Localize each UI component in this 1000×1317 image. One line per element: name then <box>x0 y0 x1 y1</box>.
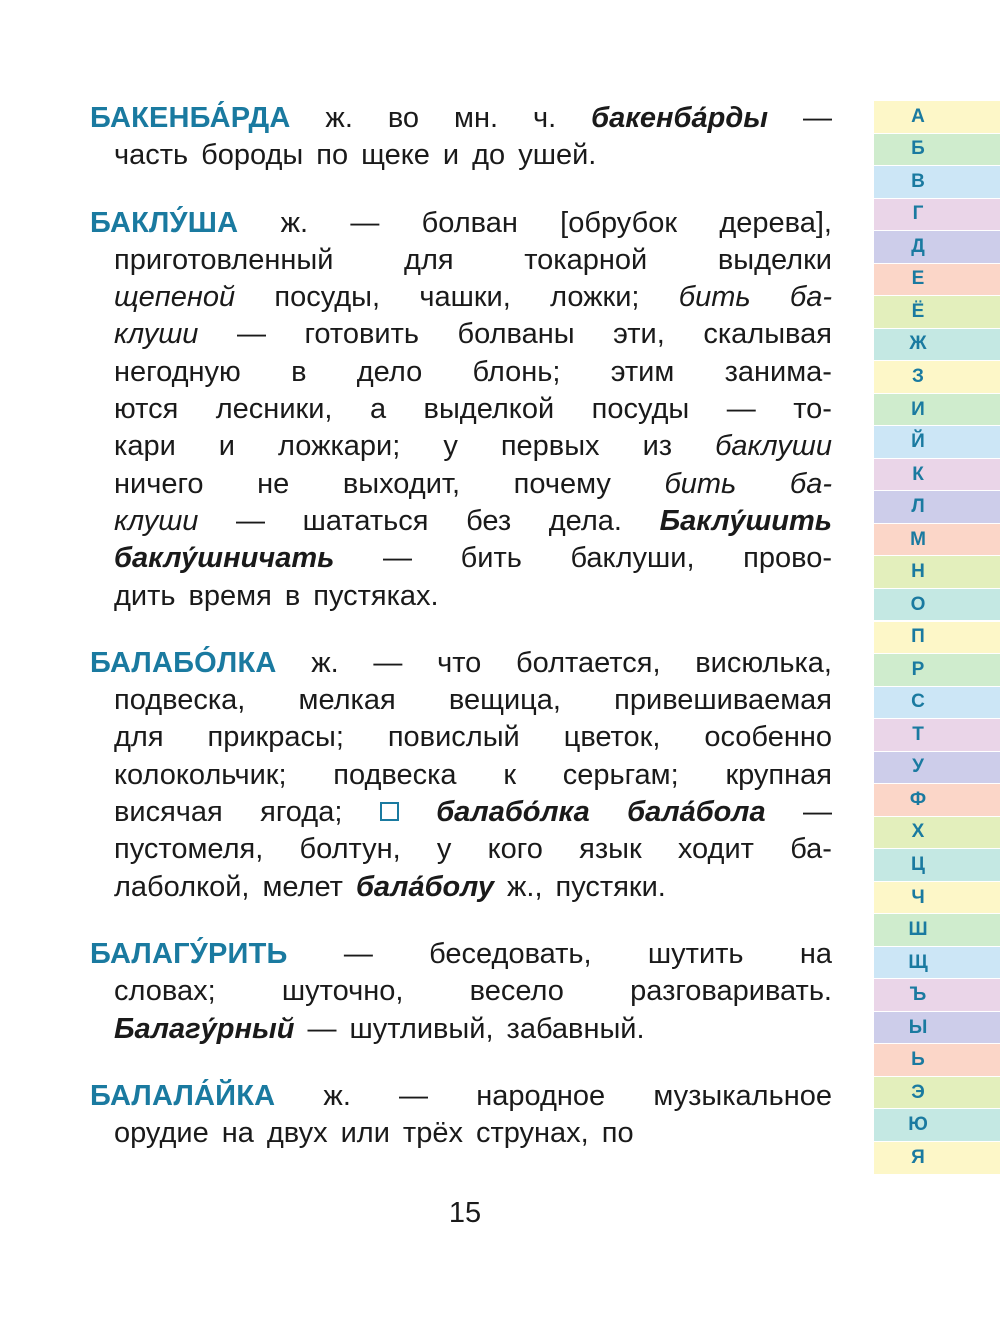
dictionary-entry <box>90 205 832 615</box>
word: до <box>472 139 506 172</box>
text-line <box>90 205 832 242</box>
word: ложки; <box>550 281 640 314</box>
derived-word: балабо́лка <box>436 796 590 829</box>
derived-word: бакенба́рды <box>591 102 769 134</box>
word: на <box>799 937 832 970</box>
dictionary-entry <box>90 645 832 906</box>
word: ч. <box>532 102 557 134</box>
word: пустяках. <box>313 579 439 612</box>
word: ба- <box>790 833 832 866</box>
alphabet-tab[interactable]: Е <box>874 264 1000 296</box>
headword: БАЛАБО́ЛКА <box>90 646 277 679</box>
word: дело <box>356 355 423 388</box>
dictionary-entry <box>90 1078 832 1153</box>
word: забавный. <box>506 1012 645 1045</box>
text-line <box>90 137 832 174</box>
text-line <box>90 1115 832 1152</box>
alphabet-tab[interactable]: Щ <box>874 947 1000 979</box>
word: весело <box>469 975 564 1008</box>
alphabet-tab[interactable]: У <box>874 752 1000 784</box>
word: у <box>436 833 452 866</box>
word: бить <box>678 281 751 314</box>
word: и <box>442 139 460 172</box>
alphabet-tab[interactable]: Ь <box>874 1044 1000 1076</box>
word: скалывая <box>703 318 832 351</box>
word: привешиваемая <box>614 684 832 717</box>
alphabet-tab[interactable]: Я <box>874 1142 1000 1174</box>
alphabet-tab[interactable]: З <box>874 361 1000 393</box>
word: баклуши <box>715 430 832 463</box>
text-line <box>90 578 832 615</box>
alphabet-tab[interactable]: Г <box>874 199 1000 231</box>
word: бить <box>460 542 522 575</box>
word: лаболкой, <box>114 870 250 903</box>
text-line <box>90 279 832 316</box>
alphabet-tab[interactable]: Ч <box>874 882 1000 914</box>
word: что <box>437 646 482 679</box>
text-line <box>90 645 832 682</box>
word: ушей. <box>518 139 597 172</box>
word: трёх <box>402 1117 463 1150</box>
alphabet-tab[interactable]: Ы <box>874 1012 1000 1044</box>
dictionary-text-column <box>90 100 832 1182</box>
text-line <box>90 466 832 503</box>
word: без <box>466 504 512 537</box>
word: и <box>218 430 235 463</box>
alphabet-tab[interactable]: Х <box>874 817 1000 849</box>
word: вещица, <box>448 684 561 717</box>
word: мелкая <box>298 684 396 717</box>
text-line <box>90 682 832 719</box>
word: щеке <box>361 139 430 172</box>
word: клуши <box>114 318 199 351</box>
alphabet-tab[interactable]: Ж <box>874 329 1000 361</box>
word: выделкой <box>423 393 555 426</box>
word: струнах, <box>475 1117 589 1150</box>
word: в <box>284 579 301 612</box>
text-line <box>90 540 832 577</box>
word: готовить <box>304 318 419 351</box>
alphabet-tab[interactable]: Т <box>874 719 1000 751</box>
word: ж. <box>280 206 309 239</box>
word: ничего <box>114 467 204 500</box>
word: двух <box>266 1117 328 1150</box>
headword: БАКЛУ́ША <box>90 206 239 239</box>
word: [обрубок <box>560 206 678 239</box>
alphabet-tab[interactable]: Ъ <box>874 979 1000 1011</box>
word: шутливый, <box>349 1012 494 1045</box>
word: — <box>236 318 266 351</box>
headword: БАЛАЛА́ЙКА <box>90 1079 276 1112</box>
word: ж. <box>323 1079 351 1112</box>
word: ются <box>114 393 179 426</box>
word: ложкари; <box>278 430 401 463</box>
word: — <box>307 1012 337 1045</box>
word: мелет <box>262 870 343 903</box>
word: бить <box>664 467 737 500</box>
word: не <box>257 467 290 500</box>
word: болтун, <box>299 833 401 866</box>
word: у <box>443 430 458 463</box>
word: щепеной <box>114 281 236 314</box>
text-line <box>90 316 832 353</box>
text-line <box>90 936 832 973</box>
word: из <box>642 430 673 463</box>
word: ж. <box>325 102 353 134</box>
word: ходит <box>677 833 754 866</box>
word: народное <box>476 1079 606 1112</box>
word: разговаривать. <box>630 975 832 1008</box>
word: язык <box>579 833 642 866</box>
text-line <box>90 869 832 906</box>
alphabet-tab[interactable]: В <box>874 166 1000 198</box>
word: лесники, <box>215 393 333 426</box>
word: — <box>802 796 832 829</box>
word: подвеска <box>333 758 457 791</box>
alphabet-tab[interactable]: Ё <box>874 296 1000 328</box>
word: или <box>340 1117 390 1150</box>
word: ягода; <box>260 796 343 829</box>
alphabet-tab[interactable]: Ш <box>874 914 1000 946</box>
text-line <box>90 973 832 1010</box>
alphabet-tab[interactable]: Ф <box>874 784 1000 816</box>
word: — <box>236 504 266 537</box>
word: — <box>399 1079 429 1112</box>
text-line <box>90 391 832 428</box>
alphabet-tab[interactable]: М <box>874 524 1000 556</box>
word: болваны <box>457 318 575 351</box>
alphabet-index <box>874 101 1000 1175</box>
word: болван <box>421 206 518 239</box>
word: то- <box>793 393 832 426</box>
word: дерева], <box>719 206 832 239</box>
derived-word: бала́болу <box>355 870 495 903</box>
dictionary-entry <box>90 936 832 1048</box>
text-line <box>90 1011 832 1048</box>
word: этим <box>610 355 675 388</box>
alphabet-tab[interactable]: А <box>874 101 1000 133</box>
word: в <box>291 355 307 388</box>
alphabet-tab[interactable]: П <box>874 622 1000 654</box>
word: серьгам; <box>562 758 679 791</box>
word: ба- <box>789 467 832 500</box>
text-line <box>90 503 832 540</box>
alphabet-tab[interactable]: С <box>874 687 1000 719</box>
word: по <box>316 139 349 172</box>
word: бороды <box>201 139 304 172</box>
derived-word: Балагу́рный <box>114 1012 295 1045</box>
word: почему <box>513 467 611 500</box>
word: — <box>383 542 412 575</box>
word: кого <box>487 833 543 866</box>
word: шататься <box>302 504 429 537</box>
derived-word: баклу́шничать <box>114 542 335 575</box>
text-line <box>90 794 832 831</box>
word: первых <box>500 430 600 463</box>
word: беседовать, <box>429 937 592 970</box>
word: ба- <box>789 281 832 314</box>
dictionary-entry <box>90 100 832 175</box>
text-line <box>90 428 832 465</box>
text-line <box>90 1078 832 1115</box>
alphabet-tab[interactable]: Л <box>874 491 1000 523</box>
word: мн. <box>454 102 499 134</box>
text-line <box>90 354 832 391</box>
alphabet-tab[interactable]: Д <box>874 231 1000 263</box>
word: ж. <box>311 646 339 679</box>
word: — <box>726 393 756 426</box>
word: ж., <box>507 870 543 903</box>
word: повислый <box>387 721 520 754</box>
text-line <box>90 100 832 137</box>
square-marker-icon <box>380 802 399 821</box>
text-line <box>90 242 832 279</box>
word: клуши <box>114 504 199 537</box>
word: по <box>601 1117 634 1150</box>
alphabet-tab[interactable]: Б <box>874 134 1000 166</box>
word: занима- <box>724 355 832 388</box>
word: дить <box>114 579 176 612</box>
word: баклуши, <box>570 542 695 575</box>
word: прово- <box>743 542 832 575</box>
alphabet-tab[interactable]: Й <box>874 426 1000 458</box>
derived-word: Баклу́шить <box>659 504 832 537</box>
headword: БАКЕНБА́РДА <box>90 102 291 134</box>
word: часть <box>114 139 189 172</box>
alphabet-tab[interactable]: И <box>874 394 1000 426</box>
word: приготовленный <box>114 243 334 276</box>
word: — <box>343 937 373 970</box>
text-line <box>90 719 832 756</box>
word: выходит, <box>342 467 461 500</box>
word: чашки, <box>419 281 511 314</box>
word: для <box>404 243 454 276</box>
word: — <box>350 206 380 239</box>
word: выделки <box>717 243 832 276</box>
alphabet-tab[interactable]: О <box>874 589 1000 621</box>
word: прикрасы; <box>207 721 344 754</box>
word: пустомеля, <box>114 833 264 866</box>
word: музыкальное <box>653 1079 832 1112</box>
word: кари <box>114 430 176 463</box>
text-line <box>90 831 832 868</box>
alphabet-tab[interactable]: Н <box>874 556 1000 588</box>
word: подвеска, <box>114 684 246 717</box>
word: на <box>221 1117 254 1150</box>
word: к <box>503 758 516 791</box>
word: крупная <box>725 758 832 791</box>
word: блонь; <box>472 355 561 388</box>
page-number: 15 <box>448 1197 482 1229</box>
alphabet-tab[interactable]: К <box>874 459 1000 491</box>
word: посуды <box>591 393 690 426</box>
word: цветок, <box>563 721 661 754</box>
word: во <box>387 102 420 134</box>
alphabet-tab[interactable]: Ц <box>874 849 1000 881</box>
alphabet-tab[interactable]: Р <box>874 654 1000 686</box>
word: особенно <box>704 721 832 754</box>
word: негодную <box>114 355 241 388</box>
headword: БАЛАГУ́РИТЬ <box>90 937 288 970</box>
word: время <box>188 579 272 612</box>
word: а <box>369 393 387 426</box>
word: эти, <box>613 318 665 351</box>
word: висячая <box>114 796 223 829</box>
word: токарной <box>524 243 648 276</box>
alphabet-tab[interactable]: Э <box>874 1077 1000 1109</box>
word: посуды, <box>274 281 381 314</box>
word: для <box>114 721 164 754</box>
derived-word: бала́бола <box>627 796 766 829</box>
word: словах; <box>114 975 216 1008</box>
word: шутить <box>647 937 744 970</box>
text-line <box>90 757 832 794</box>
word: орудие <box>114 1117 209 1150</box>
word: дела. <box>548 504 622 537</box>
word: болтается, <box>516 646 661 679</box>
word: — <box>802 102 832 134</box>
alphabet-tab[interactable]: Ю <box>874 1109 1000 1141</box>
word: пустяки. <box>555 870 666 903</box>
word: шуточно, <box>281 975 404 1008</box>
word: колокольчик; <box>114 758 287 791</box>
word: висюлька, <box>695 646 832 679</box>
word: — <box>373 646 403 679</box>
